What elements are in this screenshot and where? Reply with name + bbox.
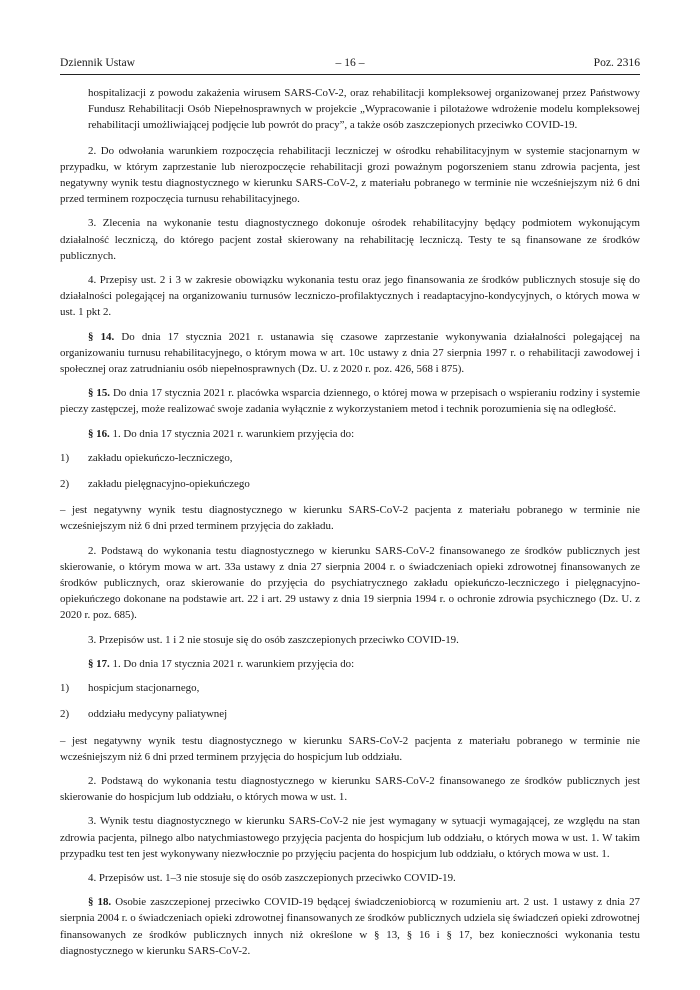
paragraph-13-2: 2. Do odwołania warunkiem rozpoczęcia rehabilitacji leczniczej w ośrodku rehabilitacyjnym w systemie stacjonarnym w przypadku, w którym zaprzestanie lub nierozpoczęcie rehabilitacji grozi poważnym pogorszeniem stanu zdrowia pacjenta, jest negatywny wynik testu diagnostycznego w kierunku SARS-CoV-2, z materiału pobranego w terminie nie wcześniejszym niż 6 dni przed terminem rozpoczęcia turnusu rehabilitacyjnego. xyxy=(60,144,640,206)
paragraph-17-3: 3. Wynik testu diagnostycznego w kierunku SARS-CoV-2 nie jest wymagany w sytuacji wymagającej, ze względu na stan zdrowia pacjenta, pilnego albo natychmiastowego przyjęcia pacjenta do hospicjum lub oddziału, o których mowa w ust. 1. W takim przypadku test ten jest wykonywany niezwłocznie po przyjęciu pacjenta do hospicjum lub oddziału, o których mowa w ust. 1. xyxy=(60,815,640,860)
list-item-text: hospicjum stacjonarnego, xyxy=(88,682,200,695)
paragraph-17-4: 4. Przepisów ust. 1–3 nie stosuje się do osób zaszczepionych przeciwko COVID-19. xyxy=(88,871,456,884)
document-body xyxy=(60,85,640,967)
list-item-text: zakładu opiekuńczo-leczniczego, xyxy=(88,451,233,464)
section-15-text: Do dnia 17 stycznia 2021 r. placówka wsparcia dziennego, o której mowa w przepisach o wspieraniu rodziny i systemie pieczy zastępczej, może realizować swoje zadania wyłącznie z wykorzystaniem metod i technik porozumienia się na odległość. xyxy=(60,387,641,416)
section-15-label: § 15. xyxy=(88,387,111,400)
page-number: – 16 – xyxy=(335,56,365,69)
list-item-number: 1) xyxy=(60,451,70,464)
section-16 xyxy=(60,426,640,442)
list-item-number: 1) xyxy=(60,682,70,695)
list-item-number: 2) xyxy=(60,478,70,491)
section-14 xyxy=(60,329,640,378)
paragraph-continuation: hospitalizacji z powodu zakażenia wirusem SARS-CoV-2, oraz rehabilitacji kompleksowej organizowanej przez Państwowy Fundusz Rehabilitacji Osób Niepełnosprawnych w projekcie „Wypracowanie i pilotażowe wdrożenie modelu kompleksowej rehabilitacji umożliwiającej podjęcie lub powrót do pracy”, a także osób zaszczepionych przeciwko COVID-19. xyxy=(88,87,640,132)
journal-title: Dziennik Ustaw xyxy=(60,56,136,69)
section-15 xyxy=(60,385,640,417)
list-item xyxy=(60,680,640,696)
section-14-text: Do dnia 17 stycznia 2021 r. ustanawia się czasowe zaprzestanie wykonywania działalności polegającej na organizowaniu turnusu rehabilitacyjnego, o którym mowa w art. 10c ustawy z dnia 27 sierpnia 1997 r. o rehabilitacji zawodowej i społecznej oraz zatrudnianiu osób niepełnosprawnych (Dz. U. z 2020 r. poz. 426, 568 i 875). xyxy=(60,330,641,376)
section-18-label: § 18. xyxy=(88,896,112,909)
section-17-text: 1. Do dnia 17 stycznia 2021 r. warunkiem przyjęcia do: xyxy=(109,657,355,670)
paragraph-13-3: 3. Zlecenia na wykonanie testu diagnostycznego dokonuje ośrodek rehabilitacyjny będący podmiotem wykonującym działalność leczniczą, do którego pacjent został skierowany na rehabilitację leczniczą. Testy te są finansowane ze środków publicznych. xyxy=(60,217,640,262)
page-header xyxy=(60,56,640,75)
section-17-label: § 17. xyxy=(88,657,110,670)
list-item xyxy=(60,476,640,492)
list-item xyxy=(60,450,640,466)
section-17-tail: – jest negatywny wynik testu diagnostycznego w kierunku SARS-CoV-2 pacjenta z materiału pobranego w terminie nie wcześniejszym niż 6 dni przed terminem przyjęcia do hospicjum lub oddziału. xyxy=(60,734,640,763)
paragraph-16-3: 3. Przepisów ust. 1 i 2 nie stosuje się do osób zaszczepionych przeciwko COVID-19. xyxy=(88,633,459,646)
list-item-number: 2) xyxy=(60,708,70,721)
list-item xyxy=(60,706,640,722)
section-14-label: § 14. xyxy=(88,330,115,343)
section-18-text: Osobie zaszczepionej przeciwko COVID-19 będącej świadczeniobiorcą w rozumieniu art. 2 ust. 1 ustawy z dnia 27 sierpnia 2004 r. o świadczeniach opieki zdrowotnej finansowanych ze środków publicznych udziela się świadczeń opieki zdrowotnej finansowanych ze środków publicznych innych niż określone w § 13, § 16 i § 17, bez konieczności wykonania testu diagnostycznego w kierunku SARS-CoV-2. xyxy=(60,896,640,957)
paragraph-17-2: 2. Podstawą do wykonania testu diagnostycznego w kierunku SARS-CoV-2 finansowanego ze środków publicznych jest skierowanie do hospicjum lub oddziału, o których mowa w ust. 1. xyxy=(60,774,640,804)
list-item-text: zakładu pielęgnacyjno-opiekuńczego xyxy=(88,478,250,491)
paragraph-16-2: 2. Podstawą do wykonania testu diagnostycznego w kierunku SARS-CoV-2 finansowanego ze środków publicznych jest skierowanie, o którym mowa w art. 33a ustawy z dnia 27 sierpnia 2004 r. o świadczeniach opieki zdrowotnej finansowanych ze środków publicznych, oraz skierowanie do przyjęcia do psychiatrycznego zakładu opiekuńczo-leczniczego i pielęgnacyjno-opiekuńczego dokonane na podstawie art. 22 i art. 29 ustawy z dnia 19 sierpnia 1994 r. o ochronie zdrowia psychicznego (Dz. U. z 2020 r. poz. 685). xyxy=(60,544,640,622)
section-16-tail: – jest negatywny wynik testu diagnostycznego w kierunku SARS-CoV-2 pacjenta z materiału pobranego w terminie nie wcześniejszym niż 6 dni przed terminem przyjęcia do zakładu. xyxy=(60,504,640,533)
paragraph-13-4: 4. Przepisy ust. 2 i 3 w zakresie obowiązku wykonania testu oraz jego finansowania ze środków publicznych stosuje się do działalności polegającej na organizowaniu turnusów leczniczo-profilaktycznych i readaptacyjno-kondycyjnych, o których mowa w ust. 1 pkt 2. xyxy=(60,274,640,319)
section-16-label: § 16. xyxy=(88,427,110,440)
section-17 xyxy=(60,656,640,672)
section-16-text: 1. Do dnia 17 stycznia 2021 r. warunkiem przyjęcia do: xyxy=(109,427,355,440)
section-18 xyxy=(60,894,640,959)
list-item-text: oddziału medycyny paliatywnej xyxy=(88,708,228,721)
position-number: Poz. 2316 xyxy=(593,56,640,69)
